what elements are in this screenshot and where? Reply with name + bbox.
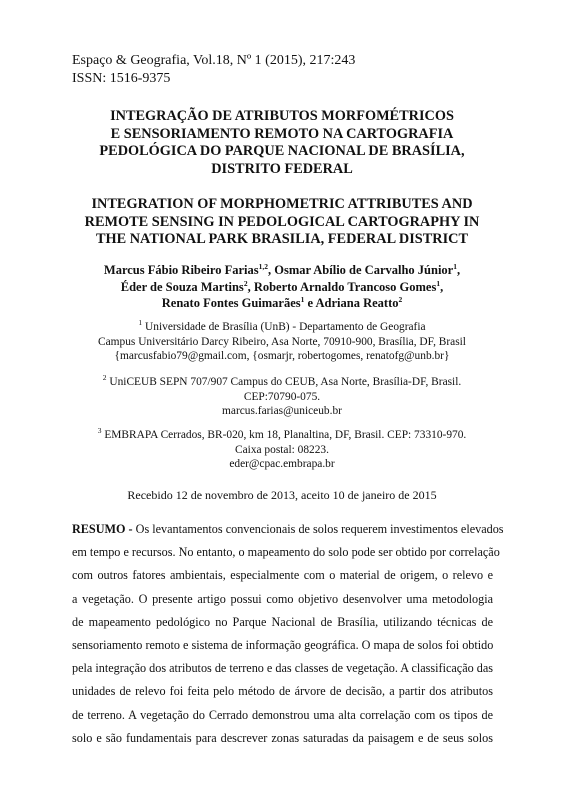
title-english	[60, 196, 504, 249]
author-separator: ,	[247, 279, 254, 294]
author-list	[60, 262, 504, 312]
author-affiliation-mark: 1	[436, 278, 441, 288]
abstract-line: com outros fatores ambientais, especialmente com o material de origem, o relevo e	[72, 568, 493, 583]
abstract-line: unidades de relevo foi feita pelo método de árvore de decisão, a partir dos atributos	[72, 684, 493, 699]
abstract-line: a vegetação. O presente artigo possui como objetivo desenvolver uma metodologia	[72, 591, 493, 606]
affiliation-line: Campus Universitário Darcy Ribeiro, Asa Norte, 70910-900, Brasília, DF, Brasil	[98, 335, 466, 348]
author-affiliation-mark: 1	[300, 295, 305, 305]
abstract-line: em tempo e recursos. No entanto, o mapeamento do solo pode ser obtido por correlação	[72, 545, 500, 560]
abstract-line: pela integração dos atributos de terreno e das classes de vegetação. A classificação das	[72, 661, 493, 676]
title-en-line: INTEGRATION OF MORPHOMETRIC ATTRIBUTES AND	[91, 196, 473, 212]
affiliation-mark: 2	[102, 373, 107, 383]
abstract-text: Os levantamentos convencionais de solos requerem investimentos elevados	[132, 522, 504, 536]
title-pt-line: E SENSORIAMENTO REMOTO NA CARTOGRAFIA	[110, 125, 454, 142]
affiliation-line	[60, 428, 504, 443]
affiliation-mark: 1	[138, 318, 143, 328]
author-affiliation-mark: 2	[398, 295, 403, 305]
abstract-line: de mapeamento pedológico no Parque Nacional de Brasília, utilizando técnicas de	[72, 614, 493, 629]
author-affiliation-mark: 1,2	[258, 261, 269, 271]
author-separator: ,	[440, 279, 444, 294]
author-affiliation-mark: 2	[243, 278, 248, 288]
affiliation-mark: 3	[97, 426, 102, 436]
journal-header	[72, 52, 355, 88]
affiliation-email: eder@cpac.embrapa.br	[229, 458, 335, 470]
affiliation-1	[60, 320, 504, 364]
abstract-line	[72, 518, 504, 541]
affiliation-text: EMBRAPA Cerrados, BR-020, km 18, Planaltina, DF, Brasil. CEP: 73310-970.	[104, 429, 467, 441]
journal-citation: Espaço & Geografia, Vol.18, Nº 1 (2015), 217:243	[72, 53, 356, 68]
author-name: Éder de Souza Martins	[120, 279, 244, 294]
affiliation-line: CEP:70790-075.	[243, 390, 321, 403]
author-separator: e	[304, 296, 316, 311]
affiliation-email: marcus.farias@uniceub.br	[222, 405, 342, 417]
affiliation-text: UniCEUB SEPN 707/907 Campus do CEUB, Asa Norte, Brasília-DF, Brasil.	[109, 376, 462, 388]
author-line	[60, 295, 504, 312]
author-name: Roberto Arnaldo Trancoso Gomes	[253, 279, 437, 294]
title-pt-line: INTEGRAÇÃO DE ATRIBUTOS MORFOMÉTRICOS	[110, 108, 454, 124]
affiliation-email: {marcusfabio79@gmail.com, {osmarjr, robertogomes, renatofg@unb.br}	[114, 350, 450, 362]
author-line	[60, 279, 504, 296]
affiliation-line	[60, 320, 504, 335]
affiliation-3	[60, 428, 504, 472]
received-dates: Recebido 12 de novembro de 2013, aceito 10 de janeiro de 2015	[127, 488, 437, 502]
title-pt-line: DISTRITO FEDERAL	[211, 160, 353, 177]
title-en-line: REMOTE SENSING IN PEDOLOGICAL CARTOGRAPHY IN	[84, 213, 480, 230]
affiliation-line	[60, 375, 504, 390]
author-name: Osmar Abílio de Carvalho Júnior	[274, 263, 454, 277]
title-pt-line: PEDOLÓGICA DO PARQUE NACIONAL DE BRASÍLIA,	[99, 143, 465, 160]
affiliation-line: Caixa postal: 08223.	[235, 443, 329, 456]
author-separator: ,	[456, 263, 461, 277]
author-name: Renato Fontes Guimarães	[161, 296, 301, 311]
author-separator: ,	[268, 263, 275, 277]
abstract-label: RESUMO -	[72, 522, 133, 536]
affiliation-2	[60, 375, 504, 419]
title-portuguese	[60, 108, 504, 178]
abstract-line: solo e são fundamentais para descrever zonas saturadas da paisagem e de seus solos	[72, 730, 493, 745]
title-en-line: THE NATIONAL PARK BRASILIA, FEDERAL DISTRICT	[95, 231, 469, 248]
affiliation-text: Universidade de Brasília (UnB) - Departamento de Geografia	[145, 321, 426, 333]
journal-issn: ISSN: 1516-9375	[72, 71, 171, 86]
author-affiliation-mark: 1	[453, 261, 457, 271]
abstract-line: de terreno. A vegetação do Cerrado demonstrou uma alta correlação com os tipos de	[72, 707, 493, 722]
author-name: Adriana Reatto	[315, 296, 399, 311]
abstract-line: sensoriamento remoto e sistema de informação geográfica. O mapa de solos foi obtido	[72, 638, 494, 653]
author-line	[60, 262, 504, 279]
author-name: Marcus Fábio Ribeiro Farias	[103, 263, 259, 277]
abstract	[72, 518, 504, 750]
